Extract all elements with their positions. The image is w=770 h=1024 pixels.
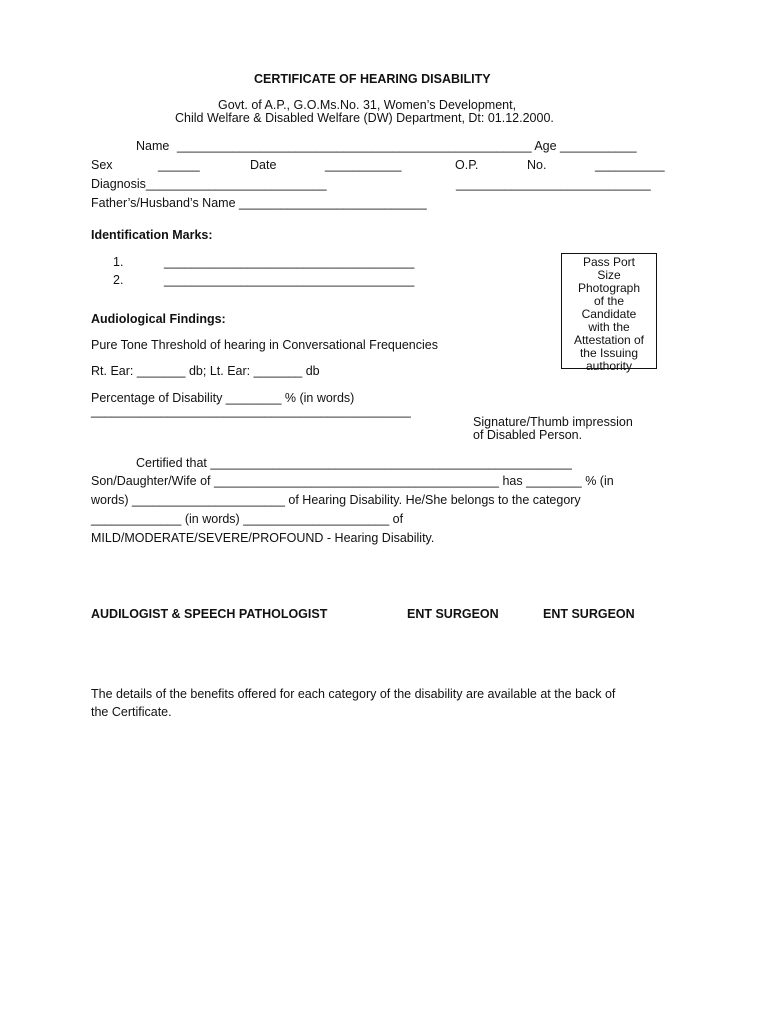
audiological-findings-heading: Audiological Findings: xyxy=(91,312,226,326)
photo-box-line: the Issuing xyxy=(579,346,639,360)
relation-line: Son/Daughter/Wife of _________________________________________ has ________ % (in xyxy=(91,474,614,488)
ent-surgeon-signatory-2: ENT SURGEON xyxy=(543,607,635,621)
mark-1-number: 1. xyxy=(113,255,124,269)
category-line: _____________ (in words) _____________________ of xyxy=(91,512,404,526)
audiologist-signatory: AUDILOGIST & SPEECH PATHOLOGIST xyxy=(91,607,328,621)
name-age-blank: ___________________________________________________ Age ___________ xyxy=(177,139,637,153)
diagnosis-field: Diagnosis__________________________ xyxy=(91,177,327,191)
pure-tone-threshold-text: Pure Tone Threshold of hearing in Conversational Frequencies xyxy=(91,338,438,352)
father-husband-name-field: Father’s/Husband’s Name ___________________________ xyxy=(91,196,427,210)
words-line: words) ______________________ of Hearing Disability. He/She belongs to the category xyxy=(91,493,581,507)
signature-label-line-2: of Disabled Person. xyxy=(473,428,583,442)
mark-1-blank: ____________________________________ xyxy=(164,255,415,269)
no-label: No. xyxy=(527,158,547,172)
benefits-note-line-2: the Certificate. xyxy=(91,705,172,719)
no-blank: __________ xyxy=(595,158,665,172)
govt-order-line-1: Govt. of A.P., G.O.Ms.No. 31, Women’s Development, xyxy=(218,98,517,112)
sex-blank: ______ xyxy=(158,158,200,172)
photo-box-line: Size xyxy=(597,268,621,282)
date-blank: ___________ xyxy=(325,158,402,172)
photo-box-line: of the xyxy=(593,294,625,308)
photo-box-line: authority xyxy=(585,359,633,373)
ent-surgeon-signatory-1: ENT SURGEON xyxy=(407,607,499,621)
diagnosis-blank-2: ____________________________ xyxy=(456,177,651,191)
photo-box-line: with the xyxy=(588,320,630,334)
photo-box-line: Candidate xyxy=(581,307,637,321)
percentage-words-blank: ______________________________________________ xyxy=(91,404,411,418)
certified-that-line: Certified that ____________________________________________________ xyxy=(136,456,572,470)
govt-order-line-2: Child Welfare & Disabled Welfare (DW) Department, Dt: 01.12.2000. xyxy=(175,111,554,125)
mark-2-blank: ____________________________________ xyxy=(164,273,415,287)
photo-box-line: Pass Port xyxy=(582,255,636,269)
certificate-title: CERTIFICATE OF HEARING DISABILITY xyxy=(254,72,491,86)
mark-2-number: 2. xyxy=(113,273,124,287)
photo-box-line: Attestation of xyxy=(573,333,645,347)
signature-label-line-1: Signature/Thumb impression xyxy=(473,415,633,429)
name-label: Name xyxy=(136,139,170,153)
sex-label: Sex xyxy=(91,158,113,172)
photo-box-line: Photograph xyxy=(577,281,641,295)
date-label: Date xyxy=(250,158,277,172)
passport-photo-box xyxy=(561,253,657,373)
op-label: O.P. xyxy=(455,158,479,172)
ear-db-fields: Rt. Ear: _______ db; Lt. Ear: _______ db xyxy=(91,364,320,378)
severity-line: MILD/MODERATE/SEVERE/PROFOUND - Hearing Disability. xyxy=(91,531,435,545)
benefits-note-line-1: The details of the benefits offered for each category of the disability are available at the back of xyxy=(91,687,616,701)
identification-heading: Identification Marks: xyxy=(91,228,213,242)
percentage-of-disability-field: Percentage of Disability ________ % (in words) xyxy=(91,391,355,405)
